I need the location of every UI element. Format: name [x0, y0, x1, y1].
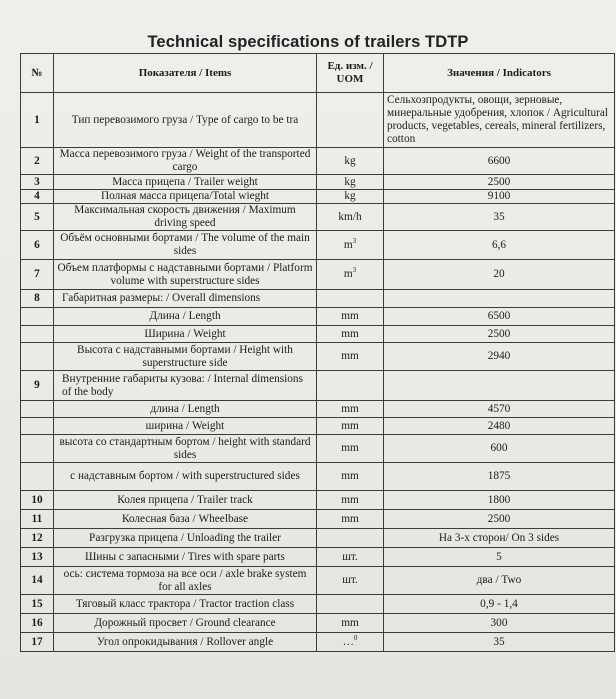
- item-cell: Масса перевозимого груза / Weight of the transported cargo: [54, 148, 317, 175]
- uom-cell: [317, 343, 384, 371]
- table-row: [21, 308, 615, 326]
- item-cell: с надставным бортом / with superstructured sides: [54, 463, 317, 491]
- uom-superscript: 3: [352, 236, 357, 245]
- uom-cell: [317, 633, 384, 652]
- value-cell: два / Two: [384, 567, 615, 595]
- table-row: [21, 204, 615, 231]
- value-cell: 2940: [384, 343, 615, 371]
- spec-table: [20, 53, 615, 652]
- item-cell: длина / Length: [54, 401, 317, 418]
- row-number: [21, 463, 54, 491]
- item-cell: Ширина / Weight: [54, 326, 317, 343]
- row-number: 4: [21, 190, 54, 204]
- uom-superscript: 0: [353, 633, 358, 642]
- uom-text: mm: [341, 419, 359, 432]
- value-cell: 1875: [384, 463, 615, 491]
- row-number: 1: [21, 93, 54, 148]
- uom-cell: [317, 418, 384, 435]
- row-number: 2: [21, 148, 54, 175]
- value-cell: 6,6: [384, 231, 615, 260]
- table-row: [21, 633, 615, 652]
- item-cell: Габаритная размеры: / Overall dimensions: [54, 290, 317, 308]
- item-cell: Колея прицепа / Trailer track: [54, 491, 317, 510]
- uom-text: mm: [341, 493, 359, 506]
- uom-text: шт.: [342, 550, 358, 563]
- header-num: №: [21, 54, 54, 93]
- value-cell: 600: [384, 435, 615, 463]
- table-row: [21, 93, 615, 148]
- row-number: [21, 308, 54, 326]
- value-cell: 35: [384, 204, 615, 231]
- uom-superscript: 3: [352, 266, 357, 275]
- header-items: Показателя / Items: [54, 54, 317, 93]
- row-number: 8: [21, 290, 54, 308]
- table-row: [21, 190, 615, 204]
- row-number: 6: [21, 231, 54, 260]
- table-row: [21, 548, 615, 567]
- uom-text: kg: [344, 175, 356, 188]
- uom-text: kg: [344, 154, 356, 167]
- uom-text: mm: [341, 327, 359, 340]
- item-cell: Максимальная скорость движения / Maximum driving speed: [54, 204, 317, 231]
- uom-cell: [317, 290, 384, 308]
- item-cell: Высота с надставными бортами / Height with superstructure side: [54, 343, 317, 371]
- uom-cell: [317, 491, 384, 510]
- table-row: [21, 614, 615, 633]
- item-cell: ось: система тормоза на все оси / axle brake system for all axles: [54, 567, 317, 595]
- uom-text: …: [342, 635, 354, 648]
- uom-cell: [317, 371, 384, 401]
- value-cell: [384, 371, 615, 401]
- uom-cell: [317, 567, 384, 595]
- item-cell: Колесная база / Wheelbase: [54, 510, 317, 529]
- uom-text: mm: [341, 310, 359, 322]
- header-uom: Ед. изм. / UOM: [317, 54, 384, 93]
- table-row: [21, 343, 615, 371]
- uom-text: mm: [341, 402, 359, 415]
- row-number: 10: [21, 491, 54, 510]
- uom-text: m: [343, 238, 353, 251]
- table-row: [21, 435, 615, 463]
- uom-cell: [317, 614, 384, 633]
- value-cell: 2500: [384, 326, 615, 343]
- row-number: 12: [21, 529, 54, 548]
- row-number: 15: [21, 595, 54, 614]
- item-cell: Тип перевозимого груза / Type of cargo to be tra: [54, 93, 317, 148]
- uom-text: mm: [341, 512, 359, 525]
- row-number: [21, 326, 54, 343]
- item-cell: Разгрузка прицепа / Unloading the trailer: [54, 529, 317, 548]
- table-row: [21, 491, 615, 510]
- table-row: [21, 175, 615, 190]
- item-cell: Шины с запасными / Tires with spare parts: [54, 548, 317, 567]
- table-row: [21, 290, 615, 308]
- value-cell: 35: [384, 633, 615, 652]
- row-number: 17: [21, 633, 54, 652]
- uom-text: mm: [341, 470, 359, 482]
- uom-cell: [317, 148, 384, 175]
- uom-cell: [317, 326, 384, 343]
- value-cell: 20: [384, 260, 615, 290]
- value-cell: На 3-х сторон/ On 3 sides: [384, 529, 615, 548]
- uom-cell: [317, 190, 384, 204]
- uom-cell: [317, 401, 384, 418]
- document-title: Technical specifications of trailers TDTP: [147, 33, 469, 51]
- uom-cell: [317, 204, 384, 231]
- item-cell: Объем платформы с надставными бортами / Platform volume with superstructure sides: [54, 260, 317, 290]
- row-number: 7: [21, 260, 54, 290]
- value-cell: 4570: [384, 401, 615, 418]
- uom-cell: [317, 548, 384, 567]
- uom-cell: [317, 308, 384, 326]
- row-number: 11: [21, 510, 54, 529]
- row-number: [21, 401, 54, 418]
- value-cell: 9100: [384, 190, 615, 204]
- table-row: [21, 595, 615, 614]
- table-row: [21, 401, 615, 418]
- uom-text: шт.: [342, 574, 358, 586]
- value-cell: Сельхозпродукты, овощи, зерновые, минеральные удобрения, хлопок / Agricultural products, vegetables, cereals, mineral fertilizers, cotton: [384, 93, 615, 148]
- uom-text: m: [343, 268, 353, 280]
- table-row: [21, 529, 615, 548]
- uom-text: mm: [341, 442, 359, 454]
- uom-text: kg: [344, 190, 356, 202]
- uom-text: km/h: [338, 210, 362, 223]
- value-cell: 1800: [384, 491, 615, 510]
- uom-cell: [317, 510, 384, 529]
- item-cell: Дорожный просвет / Ground clearance: [54, 614, 317, 633]
- value-cell: 2480: [384, 418, 615, 435]
- row-number: 14: [21, 567, 54, 595]
- uom-cell: [317, 175, 384, 190]
- uom-cell: [317, 231, 384, 260]
- uom-cell: [317, 595, 384, 614]
- uom-cell: [317, 435, 384, 463]
- row-number: [21, 343, 54, 371]
- table-row: [21, 260, 615, 290]
- header-row: [21, 54, 615, 93]
- value-cell: 300: [384, 614, 615, 633]
- table-row: [21, 418, 615, 435]
- item-cell: ширина / Weight: [54, 418, 317, 435]
- row-number: 5: [21, 204, 54, 231]
- value-cell: 6600: [384, 148, 615, 175]
- uom-cell: [317, 260, 384, 290]
- row-number: 16: [21, 614, 54, 633]
- value-cell: 2500: [384, 175, 615, 190]
- uom-text: mm: [341, 616, 359, 629]
- value-cell: 6500: [384, 308, 615, 326]
- table-row: [21, 231, 615, 260]
- item-cell: Внутренние габариты кузова: / Internal dimensions of the body: [54, 371, 317, 401]
- value-cell: 0,9 - 1,4: [384, 595, 615, 614]
- item-cell: Полная масса прицепа/Total wieght: [54, 190, 317, 204]
- uom-text: mm: [341, 350, 359, 362]
- item-cell: Объём основными бортами / The volume of the main sides: [54, 231, 317, 260]
- uom-cell: [317, 93, 384, 148]
- item-cell: Тяговый класс трактора / Tractor traction class: [54, 595, 317, 614]
- value-cell: 2500: [384, 510, 615, 529]
- table-row: [21, 326, 615, 343]
- row-number: 13: [21, 548, 54, 567]
- item-cell: Длина / Length: [54, 308, 317, 326]
- item-cell: Угол опрокидывания / Rollover angle: [54, 633, 317, 652]
- row-number: 9: [21, 371, 54, 401]
- table-row: [21, 371, 615, 401]
- table-row: [21, 463, 615, 491]
- header-values: Значения / Indicators: [384, 54, 615, 93]
- table-row: [21, 148, 615, 175]
- uom-cell: [317, 463, 384, 491]
- row-number: [21, 435, 54, 463]
- uom-cell: [317, 529, 384, 548]
- item-cell: высота со стандартным бортом / height with standard sides: [54, 435, 317, 463]
- table-row: [21, 567, 615, 595]
- table-row: [21, 510, 615, 529]
- item-cell: Масса прицепа / Trailer weight: [54, 175, 317, 190]
- row-number: 3: [21, 175, 54, 190]
- row-number: [21, 418, 54, 435]
- value-cell: [384, 290, 615, 308]
- value-cell: 5: [384, 548, 615, 567]
